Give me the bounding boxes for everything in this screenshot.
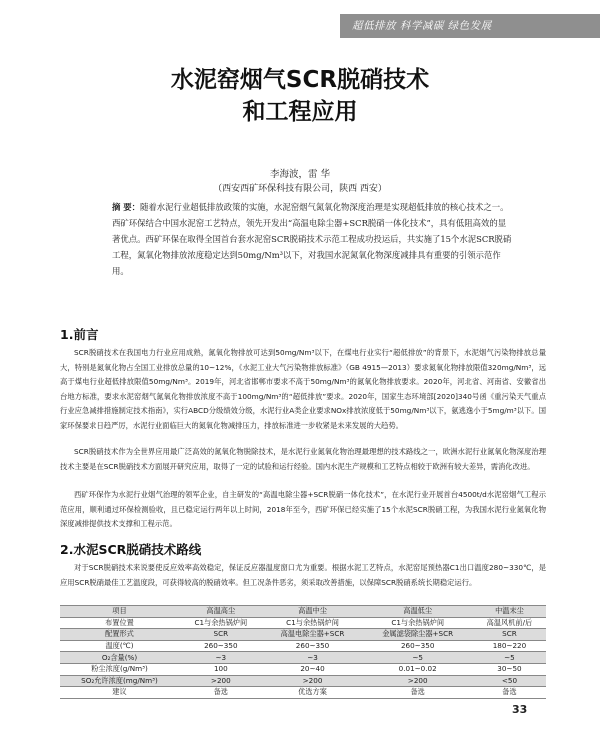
authors: 李海波，雷 华 [269, 169, 331, 180]
table-cell: 布置位置 [60, 617, 179, 629]
journal-banner: 超低排放 科学减碳 绿色发展 [340, 14, 600, 38]
abstract-text: 随着水泥行业超低排放政策的实施，水泥窑烟气氮氧化物深度治理是实现超低排放的核心技术之一。西矿环保结合中国水泥窑工艺特点，领先开发出“高温电除尘器+SCR脱硝一体化技术”，具有低阻高效的显著优点。西矿环保在取得全国首台套水泥窑SCR脱硝技术示范工程成功投运后，共实施了15个水泥SCR脱硝工程，氮氧化物排放浓度稳定达到50mg/Nm³以下，对我国水泥氮氧化物深度减排具有重要的引领示范作用。 [112, 202, 512, 276]
table-header-row [60, 606, 546, 618]
table-cell: ~3 [263, 652, 363, 664]
paragraph: 西矿环保作为水泥行业烟气治理的领军企业，自主研发的“高温电除尘器+SCR脱硝一体化技术”，在水泥行业开展首台4500t/d水泥窑烟气工程示范应用，顺利通过环保检测验收，且已稳定运行两年以上时间，2018年至今，西矿环保已经实施了15个水泥SCR脱硝工程，为我国水泥行业氮氧化物深度减排提供技术支撑和工程示范。 [60, 490, 546, 529]
abstract [112, 199, 512, 279]
table-header-cell: 高温中尘 [263, 606, 363, 618]
page-number: 33 [512, 703, 528, 716]
table-cell: >200 [362, 675, 472, 687]
table-cell: SO₂允许浓度(mg/Nm³) [60, 675, 179, 687]
table-row [60, 663, 546, 675]
table-cell: ~5 [362, 652, 472, 664]
table-row [60, 687, 546, 699]
table-header-cell: 高温低尘 [362, 606, 472, 618]
title-line-2: 和工程应用 [242, 99, 358, 125]
table-cell: 金属滤袋除尘器+SCR [362, 629, 472, 641]
table-cell: 高温风机前/后 [473, 617, 546, 629]
paragraph: 对于SCR脱硝技术来说要使反应效率高效稳定，保证反应器温度窗口尤为重要。根据水泥工艺特点，水泥窑尾预热器C1出口温度280~330℃，是应用SCR脱硝最佳工艺温度段，可获得较高的脱硝效率。但工况条件恶劣，须采取改善措施，以保障SCR脱硝系统长期稳定运行。 [60, 563, 546, 587]
affiliation: （西安西矿环保科技有限公司，陕西 西安） [213, 184, 387, 194]
table-row [60, 629, 546, 641]
table-cell: C1与余热锅炉间 [362, 617, 472, 629]
table-cell: <50 [473, 675, 546, 687]
article-title [0, 64, 600, 128]
table-cell: 260~350 [263, 640, 363, 652]
section-heading-intro: 1.前言 [60, 327, 99, 342]
table-cell: >200 [179, 675, 263, 687]
table-cell: 备选 [473, 687, 546, 699]
table-row [60, 652, 546, 664]
table-cell: 30~50 [473, 663, 546, 675]
table-cell: C1与余热锅炉间 [263, 617, 363, 629]
table-cell: 高温电除尘器+SCR [263, 629, 363, 641]
table-row [60, 640, 546, 652]
paragraph: SCR脱硝技术作为全世界应用最广泛高效的氮氧化物脱除技术，是水泥行业氮氧化物治理最理想的技术路线之一，欧洲水泥行业氮氧化物深度治理技术主要是在SCR脱硝技术方面展开研究应用，取得了一定的试验和运行经验。国内水泥生产规模和工艺特点相较于欧洲有较大差异，需消化改进。 [60, 447, 546, 471]
table-cell: 180~220 [473, 640, 546, 652]
table-cell: O₂含量(%) [60, 652, 179, 664]
process-comparison-table [60, 605, 546, 699]
table-header-cell: 项目 [60, 606, 179, 618]
table-cell: ~3 [179, 652, 263, 664]
title-line-1: 水泥窑烟气SCR脱硝技术 [170, 67, 430, 93]
table-cell: >200 [263, 675, 363, 687]
table-cell: 260~350 [362, 640, 472, 652]
paragraph: SCR脱硝技术在我国电力行业应用成熟，氮氧化物排放可达到50mg/Nm³以下，在煤电行业实行“超低排放”的背景下，水泥烟气污染物排放总量大，特别是氮氧化物占全国工业排放总量的10~12%，《水泥工业大气污染物排放标准》（GB 4915—2013）要求氮氧化物排放限值320mg/Nm³，远高于煤电行业超低排放限值50mg/Nm³。2019年，河北省邯郸市要求不高于50mg/Nm³的氮氧化物排放要求。2020年，河北省、河南省、安徽省出台地方标准，要求水泥窑烟气氮氧化物排放浓度不高于100mg/Nm³的“超低排放”要求。2020年，国家生态环境部[2020]340号函《重污染天气重点行业应急减排措施制定技术指南》，实行ABCD分级绩效分级，水泥行业A类企业要求NOx排放浓度低于50mg/Nm³以下，氨逃逸小于5mg/m³以下。国家环保要求日趋严厉，水泥行业面临巨大的氮氧化物减排压力，排放标准进一步收紧是未来发展的大趋势。 [60, 348, 546, 430]
table-cell: SCR [473, 629, 546, 641]
table-row [60, 617, 546, 629]
table-header-cell: 高温高尘 [179, 606, 263, 618]
table-cell: 建议 [60, 687, 179, 699]
table-cell: ~5 [473, 652, 546, 664]
table-cell: 配置形式 [60, 629, 179, 641]
table-cell: 备选 [362, 687, 472, 699]
table-cell: 粉尘浓度(g/Nm³) [60, 663, 179, 675]
table-cell: 温度(℃) [60, 640, 179, 652]
table-cell: 优选方案 [263, 687, 363, 699]
section-heading-route: 2.水泥SCR脱硝技术路线 [60, 542, 202, 557]
abstract-label: 摘 要： [112, 202, 141, 212]
table-cell: 20~40 [263, 663, 363, 675]
table-cell: 100 [179, 663, 263, 675]
table-cell: 备选 [179, 687, 263, 699]
table-cell: 0.01~0.02 [362, 663, 472, 675]
table-cell: C1与余热锅炉间 [179, 617, 263, 629]
table-row [60, 675, 546, 687]
table-header-cell: 中温末尘 [473, 606, 546, 618]
table-cell: SCR [179, 629, 263, 641]
table-cell: 260~350 [179, 640, 263, 652]
